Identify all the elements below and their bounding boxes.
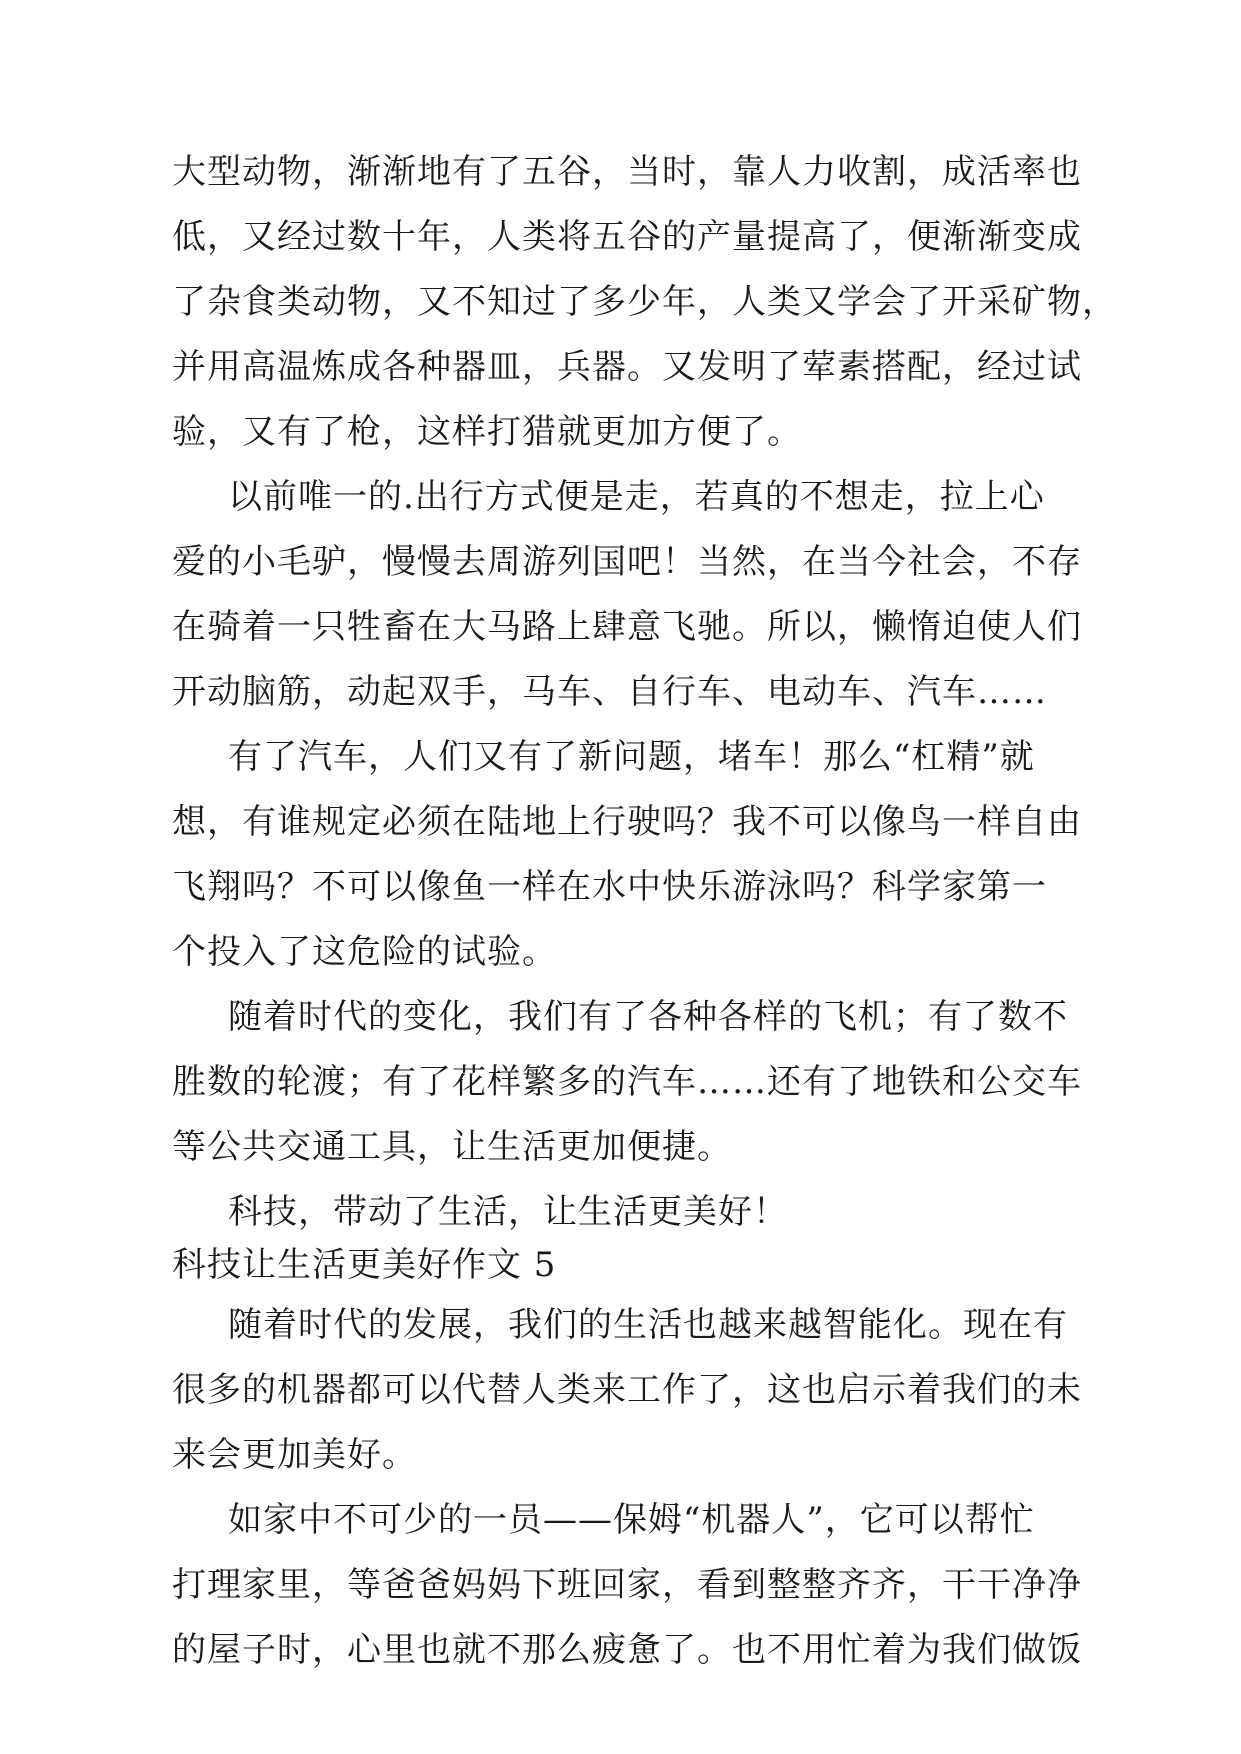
text-line: 打理家里，等爸爸妈妈下班回家，看到整整齐齐，干干净净 — [172, 1565, 1082, 1605]
paragraph-first-line: 如家中不可少的一员——保姆“机器人”，它可以帮忙 — [228, 1500, 1035, 1540]
text-line: 飞翔吗？不可以像鱼一样在水中快乐游泳吗？科学家第一 — [172, 867, 1047, 907]
text-line: 了杂食类动物，又不知过了多少年，人类又学会了开采矿物， — [172, 282, 1117, 322]
text-line: 等公共交通工具，让生活更加便捷。 — [172, 1127, 732, 1167]
text-line: 来会更加美好。 — [172, 1435, 417, 1475]
paragraph-first-line: 以前唯一的.出行方式便是走，若真的不想走，拉上心 — [228, 477, 1045, 517]
paragraph-first-line: 随着时代的发展，我们的生活也越来越智能化。现在有 — [228, 1305, 1068, 1345]
text-line: 验，又有了枪，这样打猎就更加方便了。 — [172, 412, 802, 452]
text-line: 爱的小毛驴，慢慢去周游列国吧！当然，在当今社会，不存 — [172, 542, 1082, 582]
paragraph-first-line: 科技，带动了生活，让生活更美好！ — [228, 1192, 788, 1232]
text-line: 大型动物，渐渐地有了五谷，当时，靠人力收割，成活率也 — [172, 152, 1082, 192]
text-line: 想，有谁规定必须在陆地上行驶吗？我不可以像鸟一样自由 — [172, 802, 1082, 842]
section-heading: 科技让生活更美好作文 5 — [172, 1245, 557, 1285]
paragraph-first-line: 有了汽车，人们又有了新问题，堵车！那么“杠精”就 — [228, 737, 1035, 777]
paragraph-first-line: 随着时代的变化，我们有了各种各样的飞机；有了数不 — [228, 997, 1068, 1037]
text-line: 很多的机器都可以代替人类来工作了，这也启示着我们的未 — [172, 1370, 1082, 1410]
text-line: 胜数的轮渡；有了花样繁多的汽车……还有了地铁和公交车 — [172, 1062, 1082, 1102]
text-line: 的屋子时，心里也就不那么疲惫了。也不用忙着为我们做饭 — [172, 1630, 1082, 1670]
text-line: 开动脑筋，动起双手，马车、自行车、电动车、汽车…… — [172, 672, 1047, 712]
text-line: 在骑着一只牲畜在大马路上肆意飞驰。所以，懒惰迫使人们 — [172, 607, 1082, 647]
text-line: 个投入了这危险的试验。 — [172, 932, 557, 972]
text-line: 低，又经过数十年，人类将五谷的产量提高了，便渐渐变成 — [172, 217, 1082, 257]
text-line: 并用高温炼成各种器皿，兵器。又发明了荤素搭配，经过试 — [172, 347, 1082, 387]
